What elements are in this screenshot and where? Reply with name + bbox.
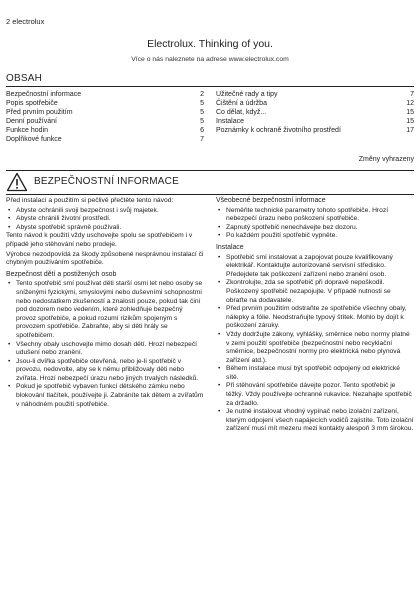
changes-reserved-note: Změny vyhrazeny <box>358 156 414 163</box>
toc-entry-label: Bezpečnostní informace <box>6 91 82 98</box>
toc-entry-label: Čištění a údržba <box>216 100 267 107</box>
toc-entry-label: Funkce hodin <box>6 127 49 134</box>
children-bullet-list <box>6 280 204 409</box>
toc-entry-page: 7 <box>200 136 204 143</box>
bullet-item: • Jsou-li dvířka spotřebiče otevřená, nebo je-li spotřebič v provozu, nedovolte, aby se k němu přibližovaly děti nebo zvířata. Hrozí nebezpečí úrazu nebo jiných trvalých následků. <box>6 358 204 384</box>
bullet-item: • Během instalace musí být spotřebič odpojený od elektrické sítě. <box>216 365 414 382</box>
children-safety-heading: Bezpečnost dětí a postižených osob <box>6 270 117 278</box>
toc-entry-label: Poznámky k ochraně životního prostředí <box>216 127 341 134</box>
intro-bullet-list <box>6 207 204 233</box>
safety-top-divider <box>6 170 414 171</box>
safety-left-column <box>6 197 204 409</box>
toc-entry[interactable] <box>6 135 204 144</box>
toc-entry-page: 6 <box>200 127 204 134</box>
toc-entry[interactable] <box>216 126 414 135</box>
safety-bottom-divider <box>6 194 414 195</box>
toc-entry-page: 7 <box>410 91 414 98</box>
bullet-item: • Po každém použití spotřebič vypněte. <box>216 232 414 241</box>
safety-section-title: BEZPEČNOSTNÍ INFORMACE <box>34 176 179 187</box>
liability-paragraph: Výrobce nezodpovídá za škody způsobené nesprávnou instalací či chybným používáním spotřebiče. <box>6 250 204 267</box>
bullet-item: • Zapnutý spotřebič nenechávejte bez dozoru. <box>216 224 414 233</box>
bullet-item: • Vždy dodržujte zákony, vyhlášky, směrnice nebo normy platné v zemi použití spotřebiče (bezpečnostní nebo recyklační směrnice, bezpečnostní normy pro elektrická nebo plynová zařízení atd.). <box>216 331 414 365</box>
warning-triangle-icon <box>6 172 28 192</box>
toc-entry[interactable] <box>6 117 204 126</box>
toc-entry[interactable] <box>6 99 204 108</box>
bullet-item: • Neměňte technické parametry tohoto spotřebiče. Hrozí nebezpečí úrazu nebo poškození spotřebiče. <box>216 207 414 224</box>
installation-heading: Instalace <box>216 243 244 251</box>
toc-left-column <box>6 90 204 144</box>
toc-entry[interactable] <box>216 90 414 99</box>
toc-entry-label: Denní používání <box>6 118 57 125</box>
toc-right-column <box>216 90 414 135</box>
installation-bullet-list <box>216 254 414 434</box>
page-header: 2 electrolux <box>6 17 45 26</box>
toc-entry-page: 15 <box>406 109 414 116</box>
toc-entry-label: Před prvním použitím <box>6 109 73 116</box>
general-bullet-list <box>216 207 414 241</box>
toc-entry-page: 5 <box>200 100 204 107</box>
toc-entry[interactable] <box>216 108 414 117</box>
bullet-item: • Abyste spotřebič správně používali. <box>6 224 204 233</box>
toc-entry-page: 5 <box>200 109 204 116</box>
bullet-item: • Tento spotřebič smí používat děti starší osmi let nebo osoby se sníženými fyzickými, smyslovými nebo duševními schopnostmi nebo nedostatkem zkušeností a znalostí pouze, pokud tak činí pod dozorem nebo vedením, které zohledňuje bezpečný provoz spotřebiče, a pokud rozumí rizikům spojeným s provozem spotřebiče. Zabraňte, aby si děti hrály se spotřebičem. <box>6 280 204 340</box>
toc-entry[interactable] <box>6 90 204 99</box>
bullet-item: • Je nutné instalovat vhodný vypínač nebo izolační zařízení, kterým odpojení všech napájecích vodičů zajistíte. Toto izolační zařízení musí mít mezeru mezi kontakty alespoň 3 mm širokou. <box>216 408 414 434</box>
general-safety-heading: Všeobecné bezpečnostní informace <box>216 197 326 204</box>
keep-manual-paragraph: Tento návod k použití vždy uschovejte spolu se spotřebičem i v případě jeho stěhování nebo prodeje. <box>6 232 193 248</box>
brand-title: Electrolux. Thinking of you. <box>147 38 273 50</box>
safety-intro: Před instalací a použitím si pečlivě přečtěte tento návod: <box>6 197 174 204</box>
brand-subtitle: Více o nás naleznete na adrese www.electrolux.com <box>131 56 289 63</box>
bullet-item: • Abyste ochránili svoji bezpečnost i svůj majetek. <box>6 207 204 216</box>
toc-entry[interactable] <box>216 117 414 126</box>
toc-heading: OBSAH <box>6 73 43 84</box>
toc-entry-label: Popis spotřebiče <box>6 100 58 107</box>
toc-entry-label: Instalace <box>216 118 245 125</box>
bullet-item: • Abyste chránili životní prostředí. <box>6 215 204 224</box>
toc-entry-label: Co dělat, když... <box>216 109 267 116</box>
toc-entry[interactable] <box>216 99 414 108</box>
toc-entry-page: 2 <box>200 91 204 98</box>
bullet-item: • Pokud je spotřebič vybaven funkcí dětského zámku nebo blokování tlačítek, používejte ji. Zabráníte tak dětem a zvířatům v náhodném použití spotřebiče. <box>6 383 204 409</box>
toc-entry-page: 17 <box>406 127 414 134</box>
bullet-item: • Zkontrolujte, zda se spotřebič při dopravě nepoškodil. Poškozený spotřebič nezapojujte. V případě nutnosti se obraťte na dodavatele. <box>216 279 414 305</box>
bullet-item: • Před prvním použitím odstraňte ze spotřebiče všechny obaly, nálepky a fólie. Neodstraňujte typový štítek. Mohlo by dojít k poškození záruky. <box>216 305 414 331</box>
toc-entry-page: 15 <box>406 118 414 125</box>
bullet-item: • Spotřebič smí instalovat a zapojovat pouze kvalifikovaný elektrikář. Kontaktujte autorizované servisní středisko. Předejdete tak poškození zařízení nebo zranění osob. <box>216 254 414 280</box>
toc-divider <box>6 86 414 87</box>
bullet-item: • Všechny obaly uschovejte mimo dosah dětí. Hrozí nebezpečí udušení nebo zranění. <box>6 341 204 358</box>
toc-entry-label: Užitečné rady a tipy <box>216 91 278 98</box>
bullet-item: • Při stěhování spotřebiče dávejte pozor. Tento spotřebič je těžký. Vždy používejte ochranné rukavice. Nezahajte spotřebič za držadlo. <box>216 382 414 408</box>
safety-right-column <box>216 197 414 434</box>
toc-entry[interactable] <box>6 108 204 117</box>
toc-entry-page: 5 <box>200 118 204 125</box>
toc-entry-page: 12 <box>406 100 414 107</box>
toc-entry-label: Doplňkové funkce <box>6 136 62 143</box>
toc-entry[interactable] <box>6 126 204 135</box>
